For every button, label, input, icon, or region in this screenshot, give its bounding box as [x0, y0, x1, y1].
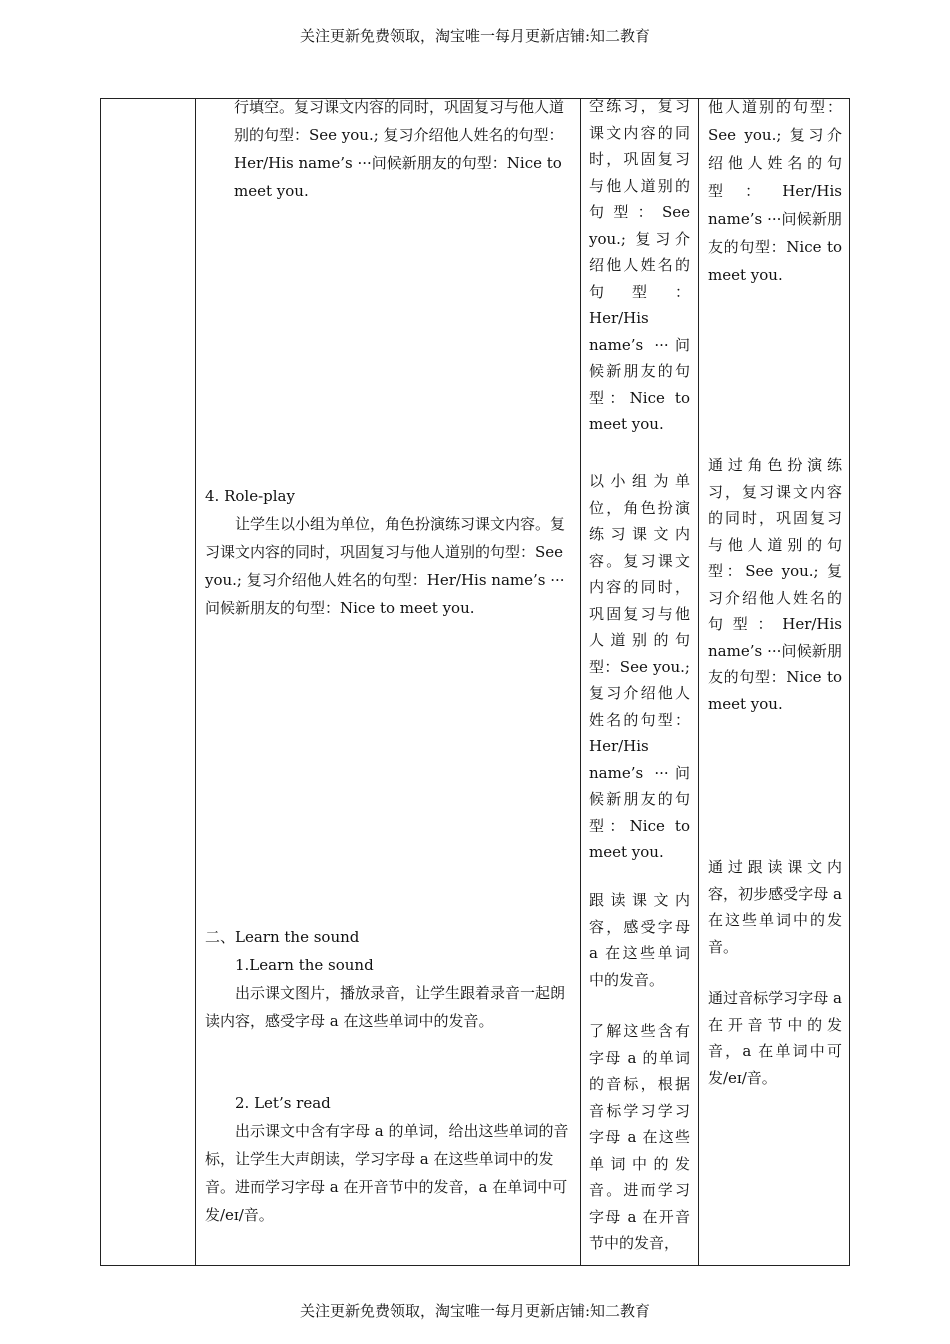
- process-continuation-text: 行填空。复习课文内容的同时，巩固复习与他人道别的句型：See you.; 复习介绍他人姓名的句型：Her/His name’s ···问候新朋友的句型：Nice to meet you.: [234, 98, 565, 200]
- lets-read-body: 出示课文中含有字母 a 的单词，给出这些单词的音标，让学生大声朗读，学习字母 a 在这些单词中的发音。进而学习字母 a 在开音节中的发音，a 在单词中可发/eɪ/音。: [205, 1122, 569, 1224]
- student-activity-2: [589, 468, 690, 866]
- page-header: 关注更新免费领取，淘宝唯一每月更新店铺:知二教育: [299, 27, 651, 45]
- column-divider: [580, 98, 581, 1266]
- student-activity-2-text: 以小组为单位，角色扮演练习课文内容。复习课文内容的同时，巩固复习与他人道别的句型：See you.; 复习介绍他人姓名的句型：Her/His name’s ···问候新朋友的句型：Nice to meet you.: [589, 472, 690, 861]
- page-footer: 关注更新免费领取，淘宝唯一每月更新店铺:知二教育: [299, 1302, 651, 1320]
- design-intent-4: [708, 985, 842, 1091]
- lets-read-block: [205, 1089, 572, 1229]
- roleplay-title: 4. Role-play: [205, 487, 295, 505]
- learn-sound-title: 1.Learn the sound: [235, 956, 374, 974]
- design-intent-3: [708, 854, 842, 960]
- student-activity-4-text: 了解这些含有字母 a 的单词的音标，根据音标学习学习字母 a 在这些单词中的发音。进而学习字母 a 在开音节中的发音，: [589, 1022, 690, 1252]
- student-activity-1: [589, 93, 690, 438]
- column-divider: [698, 98, 699, 1266]
- design-intent-4-text: 通过音标学习字母 a 在开音节中的发音，a 在单词中可发/eɪ/音。: [708, 989, 842, 1087]
- student-activity-3: [589, 887, 690, 993]
- process-continuation: [234, 93, 572, 205]
- design-intent-2: [708, 452, 842, 717]
- learn-sound-body: 出示课文图片，播放录音，让学生跟着录音一起朗读内容，感受字母 a 在这些单词中的发音。: [205, 984, 566, 1030]
- student-activity-4: [589, 1018, 690, 1257]
- design-intent-2-text: 通过角色扮演练习，复习课文内容的同时，巩固复习与他人道别的句型：See you.; 复习介绍他人姓名的句型：Her/His name’s ···问候新朋友的句型：Nice to meet you.: [708, 456, 842, 713]
- design-intent-1-text: 他人道别的句型：See you.; 复习介绍他人姓名的句型：Her/His name’s ···问候新朋友的句型：Nice to meet you.: [708, 98, 842, 284]
- column-divider: [195, 98, 196, 1266]
- lets-read-title: 2. Let’s read: [235, 1094, 331, 1112]
- design-intent-3-text: 通过跟读课文内容，初步感受字母 a 在这些单词中的发音。: [708, 858, 842, 956]
- roleplay-block: [205, 482, 572, 622]
- design-intent-1: [708, 93, 842, 289]
- learn-sound-block: [205, 923, 572, 1035]
- roleplay-body: 让学生以小组为单位，角色扮演练习课文内容。复习课文内容的同时，巩固复习与他人道别的句型：See you.; 复习介绍他人姓名的句型：Her/His name’s ···问候新朋友的句型：Nice to meet you.: [205, 515, 566, 617]
- student-activity-3-text: 跟读课文内容，感受字母 a 在这些单词中的发音。: [589, 891, 690, 989]
- section-two-title: 二、Learn the sound: [205, 928, 360, 946]
- student-activity-1-text: 空练习，复习课文内容的同时，巩固复习与他人道别的句型：See you.; 复习介绍他人姓名的句型：Her/His name’s ···问候新朋友的句型：Nice to meet you.: [589, 97, 690, 433]
